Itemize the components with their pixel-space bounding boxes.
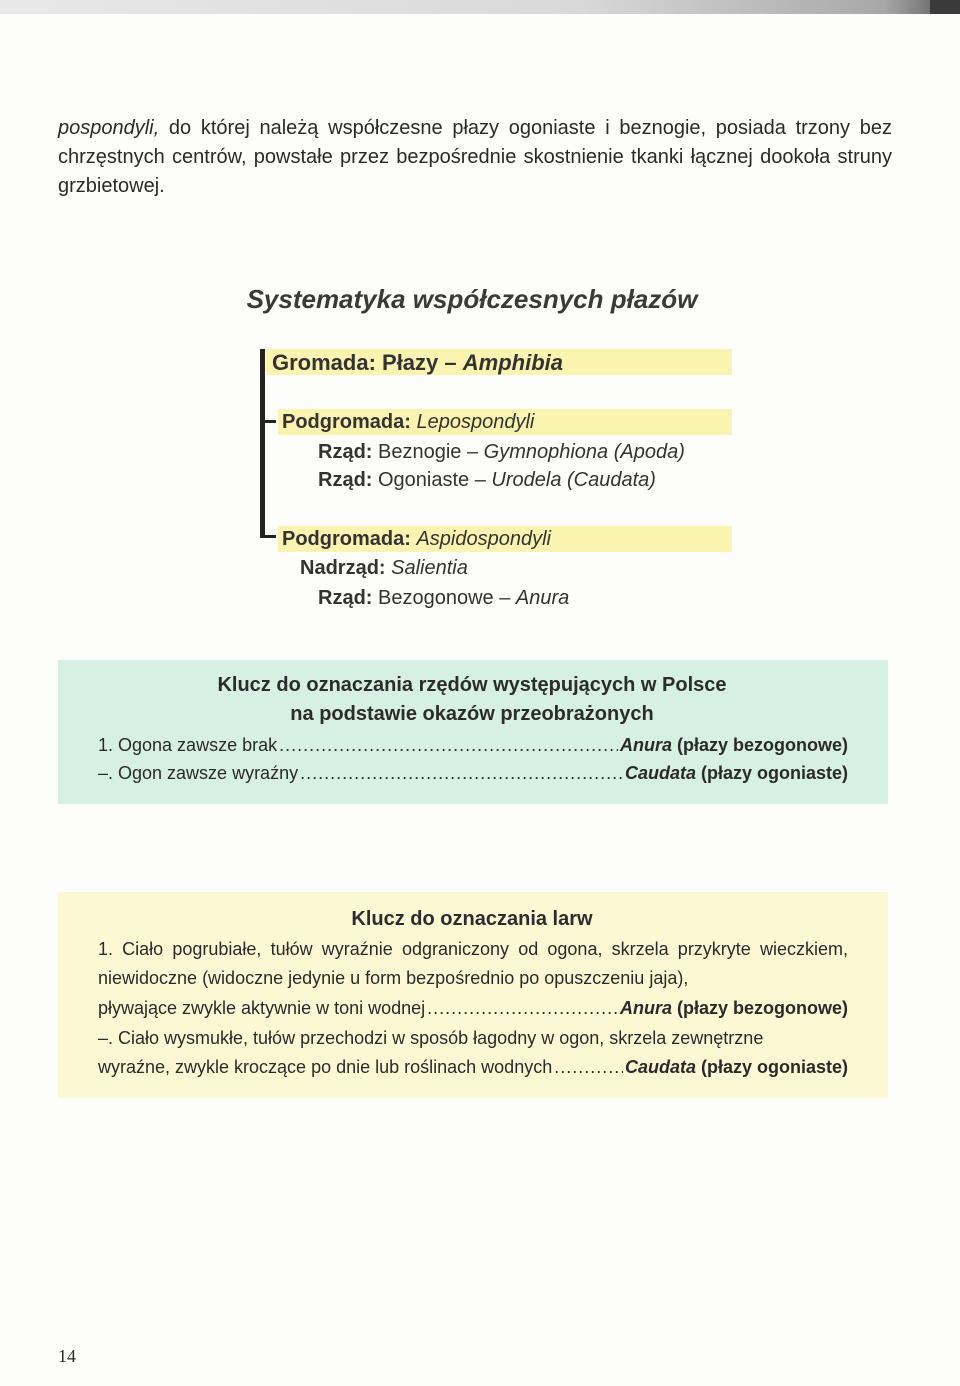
leader-dots — [554, 1057, 623, 1078]
order-2-line — [318, 469, 656, 492]
key-adults-title-2: na podstawie okazów przeobrażonych — [290, 703, 654, 725]
order-3-text: Bezogonowe – — [378, 587, 516, 609]
tree-branch-2 — [260, 535, 276, 538]
order-1-text: Beznogie – — [378, 441, 484, 463]
leader-dots — [279, 735, 618, 756]
gromada-label: Gromada: Płazy – — [272, 350, 463, 375]
order-1-label: Rząd: — [318, 441, 378, 463]
key-larvae-row-1 — [98, 998, 848, 1019]
section-title: Systematyka współczesnych płazów — [246, 284, 698, 314]
intro-paragraph — [58, 114, 892, 201]
order-2-latin: Urodela (Caudata) — [491, 469, 656, 491]
key-adults-row-2-latin: Caudata — [624, 763, 696, 783]
key-larvae-row-1-text: pływające zwykle aktywnie w toni wodnej — [98, 998, 426, 1018]
order-2-label: Rząd: — [318, 469, 378, 491]
gromada-latin: Amphibia — [462, 350, 563, 375]
subclass-1-line — [282, 411, 534, 434]
key-larvae-paragraph-2: –. Ciało wysmukłe, tułów przechodzi w sposób łagodny w ogon, skrzela zewnętrzne — [98, 1028, 764, 1048]
subclass-1-label: Podgromada: — [282, 411, 417, 433]
key-adults-row-2-text: –. Ogon zawsze wyraźny — [98, 763, 299, 783]
order-3-label: Rząd: — [318, 587, 378, 609]
key-adults-row-1-result — [620, 735, 848, 756]
page-number: 14 — [58, 1346, 76, 1366]
page-top-edge — [0, 0, 960, 14]
subclass-2-line — [282, 528, 551, 551]
order-2-text: Ogoniaste – — [378, 469, 492, 491]
key-larvae-row-1-result-text: (płazy bezogonowe) — [671, 998, 848, 1018]
key-adults-row-1 — [98, 735, 848, 756]
superorder-latin: Salientia — [391, 557, 468, 579]
key-adults-row-1-result-text: (płazy bezogonowe) — [671, 735, 848, 755]
order-3-latin: Anura — [515, 587, 570, 609]
key-larvae-title: Klucz do oznaczania larw — [351, 908, 593, 930]
key-adults-row-1-latin: Anura — [619, 735, 672, 755]
intro-text: do której należą współczesne płazy ogoniaste i beznogie, posiada trzony bez chrzęstnych centrów, powstałe przez bezpośrednie skostnienie tkanki łącznej dookoła struny grzbietowej. — [58, 117, 892, 197]
key-adults-row-2 — [98, 763, 848, 784]
tree-branch-1 — [260, 420, 276, 423]
superorder-line — [300, 557, 468, 580]
key-adults-row-2-result-text: (płazy ogoniaste) — [695, 763, 848, 783]
key-adults-row-2-result — [625, 763, 848, 784]
gromada-line — [272, 350, 563, 376]
subclass-2-latin: Aspidospondyli — [416, 528, 551, 550]
key-adults-row-1-text: 1. Ogona zawsze brak — [98, 735, 278, 755]
key-adults-title-1: Klucz do oznaczania rzędów występujących w Polsce — [217, 674, 727, 696]
order-3-line — [318, 587, 569, 610]
tree-vertical-line — [260, 349, 265, 537]
order-1-latin: Gymnophiona (Apoda) — [483, 441, 685, 463]
order-1-line — [318, 441, 685, 464]
key-larvae-row-2-result — [625, 1057, 848, 1078]
key-larvae-paragraph-1: 1. Ciało pogrubiałe, tułów wyraźnie odgraniczony od ogona, skrzela przykryte wieczkiem, niewidoczne (widoczne jedynie u form bezpośrednio po opuszczeniu jaja), — [98, 939, 848, 988]
key-larvae-row-2 — [98, 1057, 848, 1078]
intro-italic: pospondyli, — [58, 117, 160, 139]
key-larvae-row-1-result — [620, 998, 848, 1019]
leader-dots — [300, 763, 623, 784]
superorder-label: Nadrząd: — [300, 557, 392, 579]
key-larvae-row-2-text: wyraźne, zwykle kroczące po dnie lub roślinach wodnych — [98, 1057, 553, 1077]
key-larvae-row-1-latin: Anura — [619, 998, 672, 1018]
key-larvae-row-2-result-text: (płazy ogoniaste) — [695, 1057, 848, 1077]
key-larvae-row-2-latin: Caudata — [624, 1057, 696, 1077]
leader-dots — [427, 998, 618, 1019]
subclass-1-latin: Lepospondyli — [416, 411, 535, 433]
subclass-2-label: Podgromada: — [282, 528, 417, 550]
